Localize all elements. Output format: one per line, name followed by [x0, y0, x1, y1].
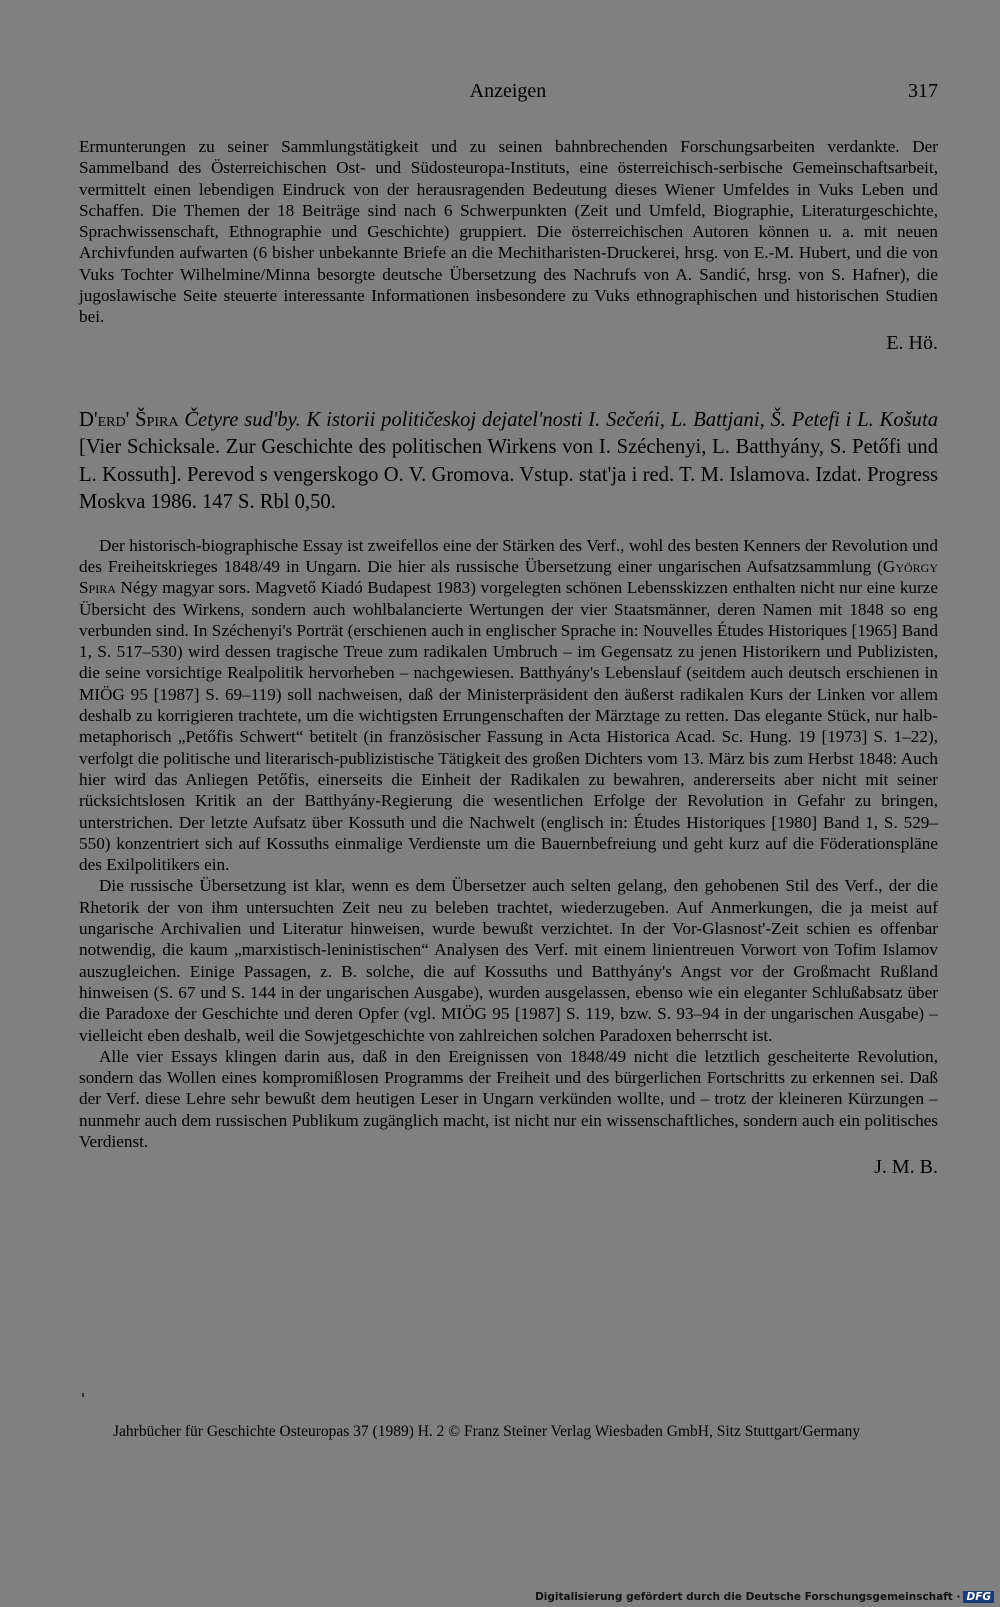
- paragraph-text: Der historisch-biographische Essay ist zweifellos eine der Stärken des Verf., wohl des besten Kenners der Revolution und des Freiheitskrieges 1848/49 in Ungarn. Die hier als russische Übersetzung einer ungarischen Aufsatzsammlung (: [79, 535, 938, 576]
- review-paragraph-1: [79, 535, 938, 876]
- reviewer-initials: E. Hö.: [886, 331, 938, 354]
- digitization-notice: [535, 1591, 994, 1603]
- book-details: [Vier Schicksale. Zur Geschichte des politischen Wirkens von I. Széchenyi, L. Batthyány, S. Petőfi und L. Kossuth]. Perevod s vengerskogo O. V. Gromova. Vstup. stat'ja i red. T. M. Islamova. Izdat. Progress Moskva 1986. 147 S. Rbl 0,50.: [79, 436, 938, 514]
- paragraph-text: Négy magyar sors. Magvető Kiadó Budapest 1983) vorgelegten schönen Lebensskizzen enthalten nicht nur eine kurze Übersicht des Wirkens, sondern auch wohlbalancierte Wertungen der vier Staatsmänner, deren Namen mit 1848 so eng verbunden sind. In Széchenyi's Porträt (erschienen auch in englischer Sprache in: Nouvelles Études Historiques [1965] Band 1, S. 517–530) wird dessen tragische Treue zum radikalen Umbruch – im Gegensatz zu jenen Historikern und Publizisten, die seine vorsichtige Realpolitik hervorheben – nachgewiesen. Batthyány's Lebenslauf (seitdem auch deutsch erschienen in MIÖG 95 [1987] S. 69–119) soll nachweisen, daß der Ministerpräsident den äußerst radikalen Kurs der Linken vor allem deshalb zu korrigieren trachtete, um die wichtigsten Errungenschaften der Märztage zu retten. Das elegante Stück, nur halb-metaphorisch „Petőfis Schwert“ betitelt (in französischer Fassung in Acta Historica Acad. Sc. Hung. 19 [1973] S. 1–22), verfolgt die politische und literarisch-publizistische Tätigkeit des großen Dichters vom 13. März bis zum Herbst 1848: Auch hier wird das Anliegen Petőfis, einerseits die Einheit der Radikalen zu bewahren, andererseits aber nicht mit seiner rücksichtslosen Kritik an der Batthyány-Regierung die wesentlichen Erfolge der Revolution in Gefahr zu bringen, unterstrichen. Der letzte Aufsatz über Kossuth und die Nachwelt (englisch in: Études Historiques [1980] Band 1, S. 529–550) konzentriert sich auf Kossuths einmalige Verdienste um die Bauernbefreiung und geht kurz auf die Föderationspläne des Exilpolitikers ein.: [79, 578, 938, 875]
- running-title: Anzeigen: [469, 80, 547, 102]
- digitization-text: Digitalisierung gefördert durch die Deutsche Forschungsgemeinschaft ·: [535, 1591, 961, 1603]
- page-content: [79, 136, 938, 1179]
- page-header: [78, 78, 938, 108]
- book-author: D'erd' Špira: [79, 408, 179, 431]
- dfg-logo: DFG: [963, 1591, 994, 1603]
- review-bibliographic-heading: [79, 407, 938, 517]
- page-number: 317: [908, 80, 938, 102]
- reviewer-initials: J. M. B.: [874, 1156, 938, 1179]
- cited-author: György Spira: [79, 556, 938, 598]
- scan-mark: [82, 1393, 84, 1397]
- book-title: Četyre sud'by. K istorii političeskoj dejatel'nosti I. Sečeńi, L. Battjani, Š. Petefi i L. Košuta: [184, 408, 939, 431]
- review-paragraph-3: Alle vier Essays klingen darin aus, daß in den Ereignissen von 1848/49 nicht die letztlich gescheiterte Revolution, sondern das Wollen eines kompromißlosen Programms der Freiheit und des bürgerlichen Fortschritts zu erkennen sei. Daß der Verf. diese Lehre sehr bewußt dem heutigen Leser in Ungarn verkünden wollte, und – trotz der kleineren Kürzungen – nunmehr auch dem russischen Publikum zugänglich macht, ist nicht nur ein wissenschaftliches, sondern auch ein politisches Verdienst.: [79, 1046, 938, 1151]
- previous-review-text: Ermunterungen zu seiner Sammlungstätigkeit und zu seinen bahnbrechenden Forschungsarbeiten verdankte. Der Sammelband des Österreichischen Ost- und Südosteuropa-Instituts, eine österreichisch-serbische Gemeinschaftsarbeit, vermittelt einen lebendigen Eindruck von der herausragenden Bedeutung dieses Wiener Umfeldes in Vuks Leben und Schaffen. Die Themen der 18 Beiträge sind nach 6 Schwerpunkten (Zeit und Umfeld, Biographie, Literaturgeschichte, Sprachwissenschaft, Ethnographie und Geschichte) gruppiert. Die österreichischen Autoren können u. a. mit neuen Archivfunden aufwarten (6 bisher unbekannte Briefe an die Mechitharisten-Druckerei, hrsg. von E.-M. Hubert, und die von Vuks Tochter Wilhelmine/Minna besorgte deutsche Übersetzung des Nachrufs von A. Sandić, hrsg. von S. Hafner), die jugoslawische Seite steuerte interessante Informationen insbesondere zu Vuks ethnographischen und historischen Studien bei.: [79, 137, 938, 327]
- journal-citation: Jahrbücher für Geschichte Osteuropas 37 (1989) H. 2 © Franz Steiner Verlag Wiesbaden GmbH, Sitz Stuttgart/Germany: [113, 1423, 861, 1440]
- review-paragraph-2: Die russische Übersetzung ist klar, wenn es dem Übersetzer auch selten gelang, den gehobenen Stil des Verf., der die Rhetorik der von ihm untersuchten Zeit neu zu beleben trachtet, wiederzugeben. Auf Anmerkungen, die ja meist auf ungarische Archivalien und Literatur hinweisen, wurde bewußt verzichtet. In der Vor-Glasnost'-Zeit schien es offenbar notwendig, die kaum „marxistisch-leninistischen“ Analysen des Verf. mit einem linientreuen Vorwort von Tofim Islamov auszugleichen. Einige Passagen, z. B. solche, die auf Kossuths und Batthyány's Angst vor der Großmacht Rußland hinweisen (S. 67 und S. 144 in der ungarischen Ausgabe), wurden ausgelassen, ebenso wie ein eleganter Schlußabsatz über die Paradoxe der Geschichte und deren Opfer (vgl. MIÖG 95 [1987] S. 119, bzw. S. 93–94 in der ungarischen Ausgabe) – vielleicht eben deshalb, weil die Sowjetgeschichte von zahlreichen solchen Paradoxen beherrscht ist.: [79, 876, 938, 1045]
